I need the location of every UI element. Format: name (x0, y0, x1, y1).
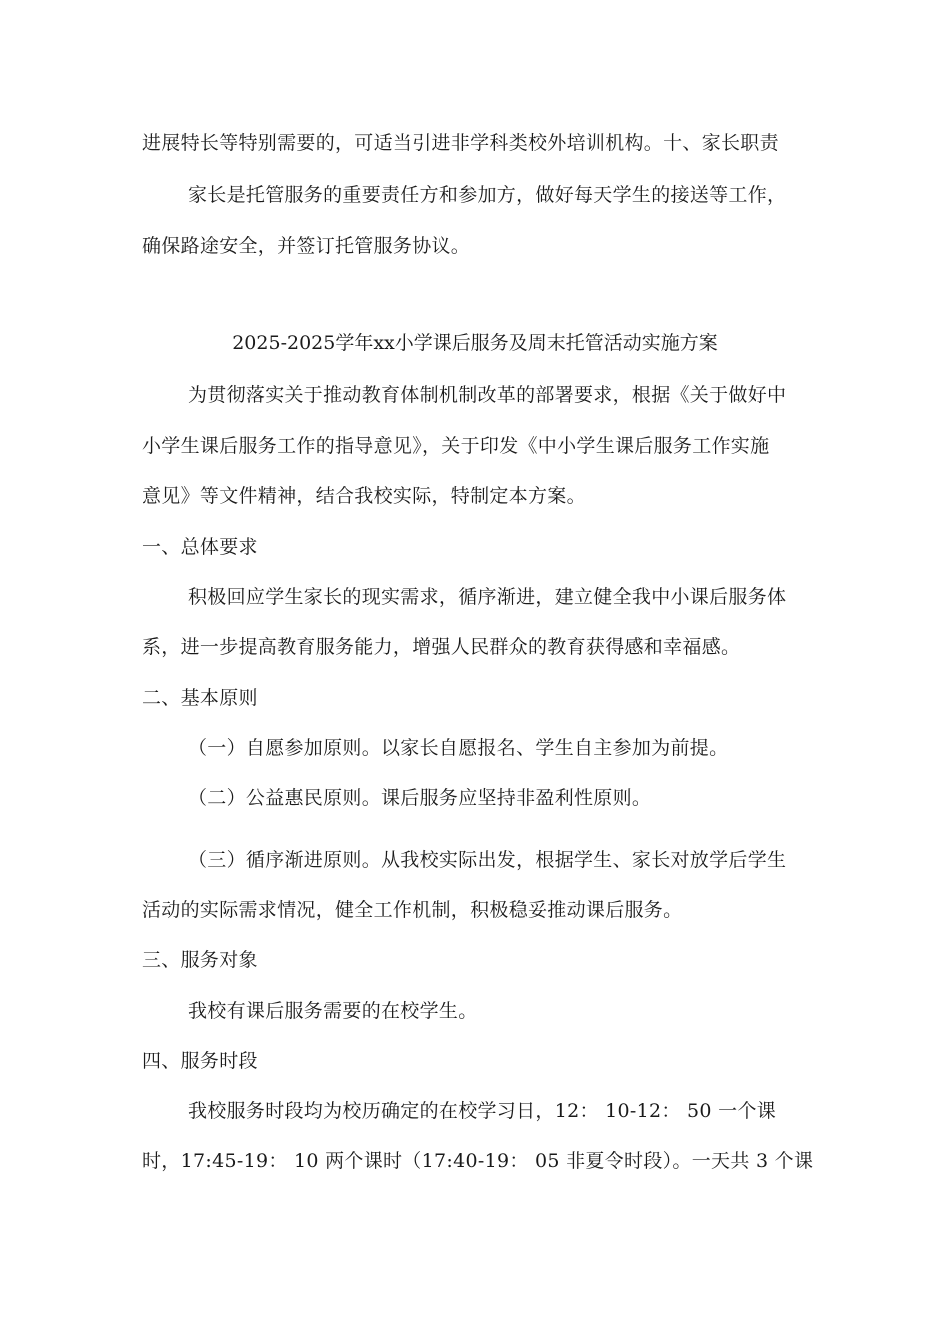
paragraph-line: 积极回应学生家长的现实需求，循序渐进，建立健全我中小课后服务体 (188, 586, 787, 608)
section-heading: 三、服务对象 (142, 949, 258, 971)
paragraph-line: 家长是托管服务的重要责任方和参加方，做好每天学生的接送等工作， (188, 184, 787, 206)
paragraph-line: （三）循序渐进原则。从我校实际出发，根据学生、家长对放学后学生 (188, 849, 787, 871)
paragraph-line: 活动的实际需求情况，健全工作机制，积极稳妥推动课后服务。 (142, 899, 683, 921)
section-heading: 四、服务时段 (142, 1050, 258, 1072)
section-heading: 一、总体要求 (142, 536, 258, 558)
paragraph-line: 小学生课后服务工作的指导意见》，关于印发《中小学生课后服务工作实施 (142, 435, 770, 457)
paragraph-line: 我校服务时段均为校历确定的在校学习日，12： 10-12： 50 一个课 (188, 1100, 777, 1122)
paragraph-line: 为贯彻落实关于推动教育体制机制改革的部署要求，根据《关于做好中 (188, 384, 787, 406)
paragraph-line: （二）公益惠民原则。课后服务应坚持非盈利性原则。 (188, 787, 652, 809)
paragraph-line: 我校有课后服务需要的在校学生。 (188, 1000, 478, 1022)
section-heading: 二、基本原则 (142, 687, 258, 709)
paragraph-line: 时，17:45-19： 10 两个课时（17:40-19： 05 非夏令时段）。一天共 3 个课 (142, 1150, 814, 1172)
paragraph-line: （一）自愿参加原则。以家长自愿报名、学生自主参加为前提。 (188, 737, 729, 759)
paragraph-line: 系，进一步提高教育服务能力，增强人民群众的教育获得感和幸福感。 (142, 636, 741, 658)
paragraph-line: 确保路途安全，并签订托管服务协议。 (142, 235, 471, 257)
paragraph-line: 进展特长等特别需要的，可适当引进非学科类校外培训机构。十、家长职责 (142, 132, 779, 154)
paragraph-line: 意见》等文件精神，结合我校实际，特制定本方案。 (142, 485, 586, 507)
document-title: 2025-2025学年xx小学课后服务及周末托管活动实施方案 (232, 332, 718, 354)
